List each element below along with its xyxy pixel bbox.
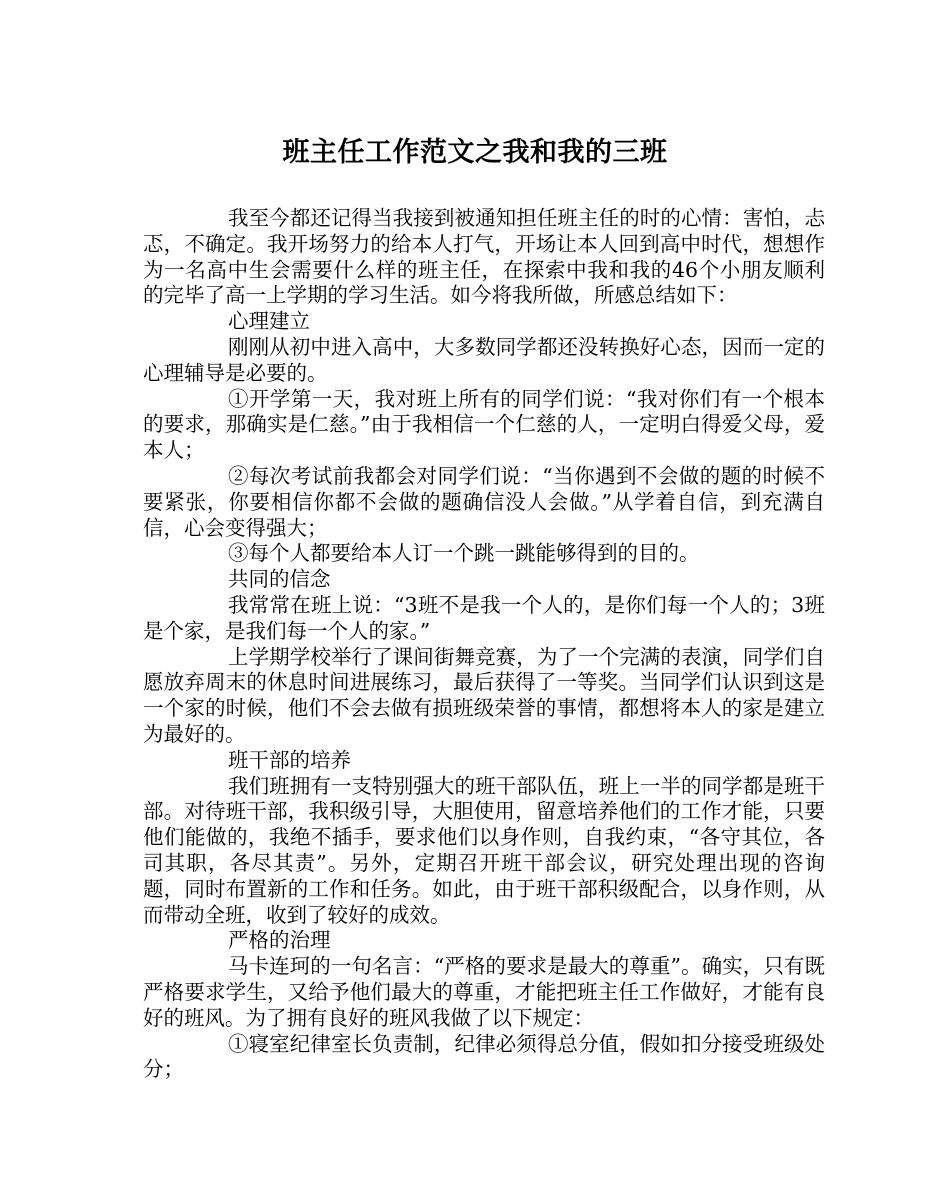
document-title: 班主任工作范文之我和我的三班 <box>282 137 668 168</box>
section-heading: 心理建立 <box>228 309 310 334</box>
paragraph: 刚刚从初中进入高中，大多数同学都还没转换好心态，因而一定的心理辅导是必要的。 <box>143 334 825 385</box>
paragraph: ②每次考试前我都会对同学们说：“当你遇到不会做的题的时候不要紧张，你要相信你都不会做的题确信没人会做。”从学着自信，到充满自信，心会变得强大； <box>143 463 825 540</box>
paragraph: 我常常在班上说：“3班不是我一个人的，是你们每一个人的；3班是个家，是我们每一个人的家。” <box>143 592 825 643</box>
paragraph: ③每个人都要给本人订一个跳一跳能够得到的目的。 <box>228 541 700 566</box>
section-heading: 严格的治理 <box>228 928 331 953</box>
paragraph: ①寝室纪律室长负责制，纪律必须得总分值，假如扣分接受班级处分； <box>143 1031 825 1082</box>
section-heading: 共同的信念 <box>228 567 331 592</box>
paragraph: 我至今都还记得当我接到被通知担任班主任的时的心情：害怕，忐忑，不确定。我开场努力的给本人打气，开场让本人回到高中时代，想想作为一名高中生会需要什么样的班主任，在探索中我和我的46个小朋友顺利的完毕了高一上学期的学习生活。如今将我所做，所感总结如下： <box>143 206 825 308</box>
paragraph: ①开学第一天，我对班上所有的同学们说：“我对你们有一个根本的要求，那确实是仁慈。”由于我相信一个仁慈的人，一定明白得爱父母，爱本人； <box>143 386 825 463</box>
section-heading: 班干部的培养 <box>228 747 351 772</box>
paragraph: 我们班拥有一支特别强大的班干部队伍，班上一半的同学都是班干部。对待班干部，我积级引导，大胆使用，留意培养他们的工作才能，只要他们能做的，我绝不插手，要求他们以身作则，自我约束，“各守其位，各司其职，各尽其责”。另外，定期召开班干部会议，研究处理出现的咨询题，同时布置新的工作和任务。如此，由于班干部积级配合，以身作则，从而带动全班，收到了较好的成效。 <box>143 773 825 927</box>
paragraph: 马卡连珂的一句名言：“严格的要求是最大的尊重”。确实，只有既严格要求学生，又给予他们最大的尊重，才能把班主任工作做好，才能有良好的班风。为了拥有良好的班风我做了以下规定： <box>143 954 825 1030</box>
document-body <box>143 206 825 1083</box>
paragraph: 上学期学校举行了课间街舞竞赛，为了一个完满的表演，同学们自愿放弃周末的休息时间进展练习，最后获得了一等奖。当同学们认识到这是一个家的时候，他们不会去做有损班级荣誉的事情，都想将本人的家是建立为最好的。 <box>143 644 825 746</box>
